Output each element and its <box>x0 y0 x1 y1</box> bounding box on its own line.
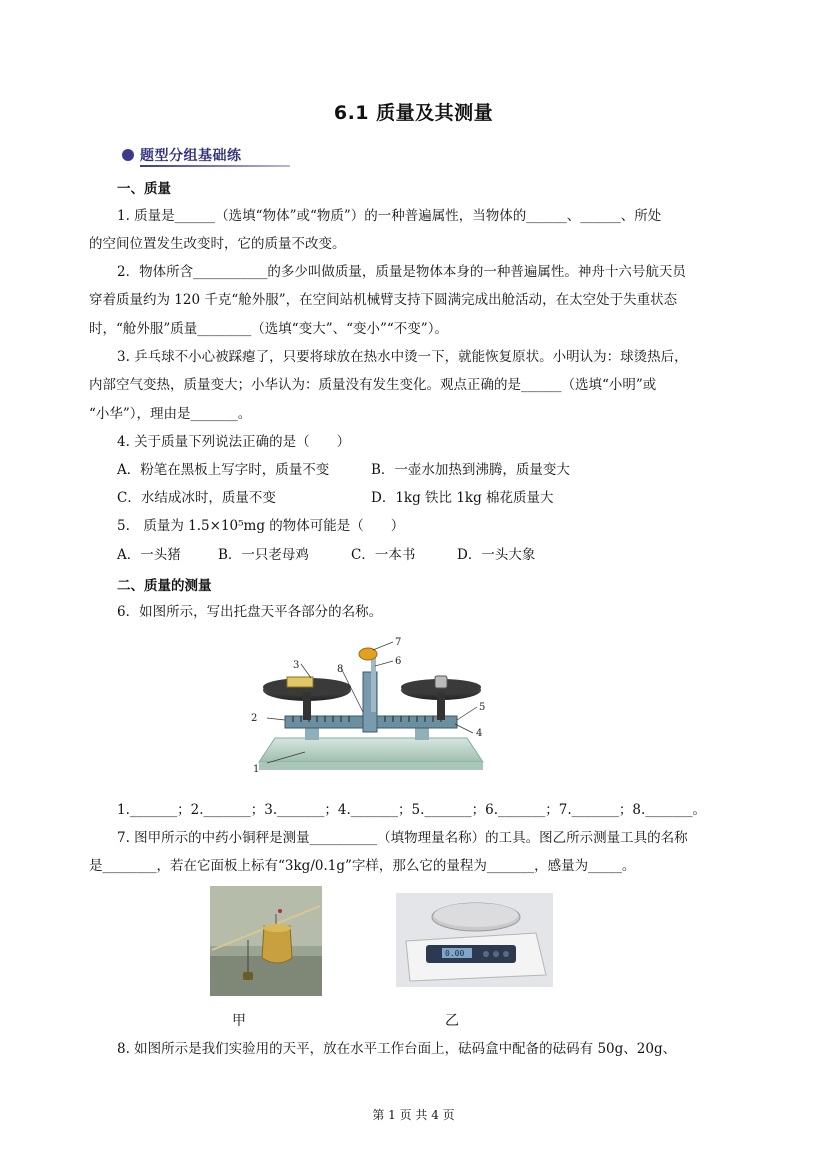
page-footer: 第 1 页 共 4 页 <box>372 1108 455 1122</box>
question-7-line-2: 是________，若在它面板上标有“3kg/0.1g”字样，那么它的量程为_______，感量为_____。 <box>89 858 636 874</box>
question-5-option-a: A．一头猪 <box>117 547 181 563</box>
question-5-stem: 5. 质量为 1.5×10⁵mg 的物体可能是（ ） <box>117 518 405 534</box>
question-4-option-c: C．水结成冰时，质量不变 <box>117 490 276 506</box>
question-3-line-3: “小华”），理由是_______。 <box>89 406 252 422</box>
electronic-scale-photo <box>396 893 553 987</box>
balance-label-6: 6 <box>395 656 402 667</box>
question-3-line-2: 内部空气变热，质量变大；小华认为：质量没有发生变化。观点正确的是______（选填“小明”或 <box>89 377 657 393</box>
banner-underline <box>140 165 290 167</box>
scale-display-readout: 0.00 <box>445 949 465 958</box>
question-6-stem: 6．如图所示，写出托盘天平各部分的名称。 <box>117 604 383 620</box>
balance-label-7: 7 <box>395 637 402 648</box>
question-7-line-1: 7. 图甲所示的中药小铜秤是测量__________（填物理量名称）的工具。图乙所示测量工具的名称 <box>117 830 688 846</box>
question-2-line-2: 穿着质量约为 120 千克“舱外服”，在空间站机械臂支持下圆满完成出舱活动，在太空处于失重状态 <box>89 292 678 308</box>
section-heading-measurement: 二、质量的测量 <box>117 578 212 594</box>
question-4-option-b: B．一壶水加热到沸腾，质量变大 <box>371 462 570 478</box>
question-1-line-2: 的空间位置发生改变时，它的质量不改变。 <box>89 236 346 252</box>
question-1-line-1: 1. 质量是______（选填“物体”或“物质”）的一种普遍属性，当物体的______、______、所处 <box>117 208 662 224</box>
balance-label-4: 4 <box>476 728 483 739</box>
balance-figure <box>245 632 495 780</box>
question-4-option-d: D．1kg 铁比 1kg 棉花质量大 <box>371 490 554 506</box>
balance-label-2: 2 <box>251 713 258 724</box>
question-5-option-b: B．一只老母鸡 <box>218 547 309 563</box>
banner-label: 题型分组基础练 <box>140 148 242 164</box>
caption-jia: 甲 <box>232 1013 246 1029</box>
balance-label-8: 8 <box>337 664 344 675</box>
question-5-option-c: C．一本书 <box>351 547 416 563</box>
steelyard-photo <box>210 886 322 996</box>
bullet-icon <box>122 149 134 161</box>
question-4-option-a: A．粉笔在黑板上写字时，质量不变 <box>117 462 330 478</box>
question-2-line-3: 时，“舱外服”质量________（选填“变大”、“变小”“不变”）。 <box>89 321 448 337</box>
question-5-option-d: D．一头大象 <box>457 547 536 563</box>
question-3-line-1: 3. 乒乓球不小心被踩瘪了，只要将球放在热水中烫一下，就能恢复原状。小明认为：球烫热后， <box>117 349 688 365</box>
balance-label-1: 1 <box>253 764 260 775</box>
balance-label-5: 5 <box>479 702 486 713</box>
section-heading-mass: 一、质量 <box>117 181 171 197</box>
question-4-stem: 4. 关于质量下列说法正确的是（ ） <box>117 434 351 450</box>
page-title: 6.1 质量及其测量 <box>333 102 494 124</box>
question-2-line-1: 2．物体所含___________的多少叫做质量，质量是物体本身的一种普遍属性。神舟十六号航天员 <box>117 264 686 280</box>
section-banner <box>118 145 290 165</box>
question-6-blanks: 1._______；2._______；3._______；4._______；5._______；6._______；7._______；8._______。 <box>117 802 707 818</box>
question-8-line-1: 8. 如图所示是我们实验用的天平，放在水平工作台面上，砝码盒中配备的砝码有 50g、20g、 <box>117 1041 677 1057</box>
caption-yi: 乙 <box>445 1013 459 1029</box>
balance-label-3: 3 <box>293 660 300 671</box>
